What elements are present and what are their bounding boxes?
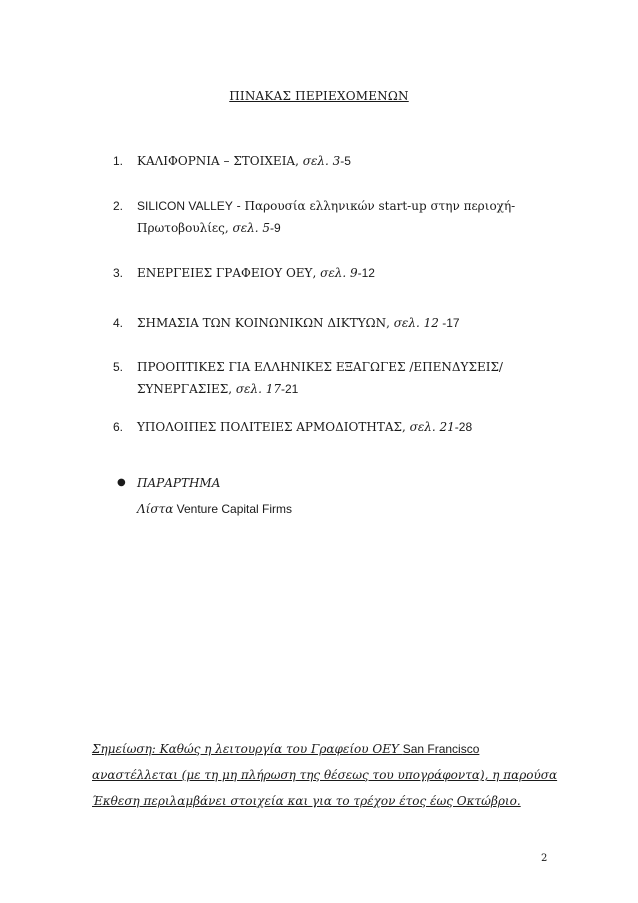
toc-item-page-label: σελ. 9: [320, 266, 358, 280]
note-text-part1: Σημείωση: Καθώς η λειτουργία του Γραφείου ΟΕΥ: [92, 742, 403, 756]
toc-item-number: 4.: [113, 316, 124, 330]
annex-list-entry: [137, 496, 292, 522]
page-number: 2: [541, 853, 548, 864]
toc-title: ΠΙΝΑΚΑΣ ΠΕΡΙΕΧΟΜΕΝΩΝ: [229, 89, 409, 103]
toc-item-pages: -5: [340, 154, 351, 168]
toc-item-title: ΠΡΟΟΠΤΙΚΕΣ ΓΙΑ ΕΛΛΗΝΙΚΕΣ ΕΞΑΓΩΓΕΣ /ΕΠΕΝΔΥΣΕΙΣ/: [137, 360, 503, 374]
toc-item-text: [137, 312, 537, 334]
toc-item-title: ΣΗΜΑΣΙΑ ΤΩΝ ΚΟΙΝΩΝΙΚΩΝ ΔΙΚΤΥΩΝ,: [137, 316, 390, 330]
toc-item-title-cont: ΣΥΝΕΡΓΑΣΙΕΣ,: [137, 382, 233, 396]
toc-item-page-label: σελ. 21: [409, 420, 455, 434]
toc-item-title: - Παρουσία ελληνικών start-up στην περιοχή-: [232, 199, 516, 213]
note-city: San Francisco: [402, 742, 480, 756]
toc-item-text: [137, 195, 537, 239]
annex-list-text: Venture Capital Firms: [173, 502, 293, 516]
annex-list-label: Λίστα: [137, 502, 174, 516]
toc-item-pages: -17: [438, 316, 460, 330]
toc-item-title-en: SILICON VALLEY: [137, 199, 233, 213]
toc-item-text: [137, 416, 537, 438]
toc-item-title: ΥΠΟΛΟΙΠΕΣ ΠΟΛΙΤΕΙΕΣ ΑΡΜΟΔΙΟΤΗΤΑΣ,: [137, 420, 406, 434]
toc-item-page-label: σελ. 3: [302, 154, 341, 168]
toc-item-title: ΚΑΛΙΦΟΡΝΙΑ – ΣΤΟΙΧΕΙΑ,: [137, 154, 299, 168]
toc-item-pages: -21: [280, 382, 299, 396]
toc-item-pages: -12: [357, 266, 375, 280]
toc-item-text: [137, 262, 537, 284]
toc-item-number: 1.: [113, 154, 124, 168]
bullet-icon: ●: [117, 477, 126, 488]
toc-item-title-cont: Πρωτοβουλίες,: [137, 221, 229, 235]
note-text-part2: αναστέλλεται (με τη μη πλήρωση της θέσεως του υπογράφοντα), η παρούσα Έκθεση περιλαμβάνει στοιχεία και για το τρέχον έτος έως Οκτώβριο.: [92, 768, 558, 808]
annex-title: ΠΑΡΑΡΤΗΜΑ: [137, 476, 221, 490]
toc-item-page-label: σελ. 5: [232, 221, 271, 235]
toc-item-title: ΕΝΕΡΓΕΙΕΣ ΓΡΑΦΕΙΟΥ ΟΕΥ,: [137, 266, 317, 280]
toc-item-pages: -9: [270, 221, 281, 235]
note-paragraph: [92, 736, 562, 814]
toc-item-text: [137, 150, 537, 172]
toc-item-page-label: σελ. 17: [235, 382, 281, 396]
toc-item-number: 6.: [113, 420, 124, 434]
toc-item-number: 3.: [113, 266, 124, 280]
toc-item-page-label: σελ. 12: [393, 316, 439, 330]
toc-item-pages: -28: [454, 420, 473, 434]
toc-item-number: 5.: [113, 360, 124, 374]
toc-item-text: [137, 356, 537, 400]
toc-item-number: 2.: [113, 199, 124, 213]
